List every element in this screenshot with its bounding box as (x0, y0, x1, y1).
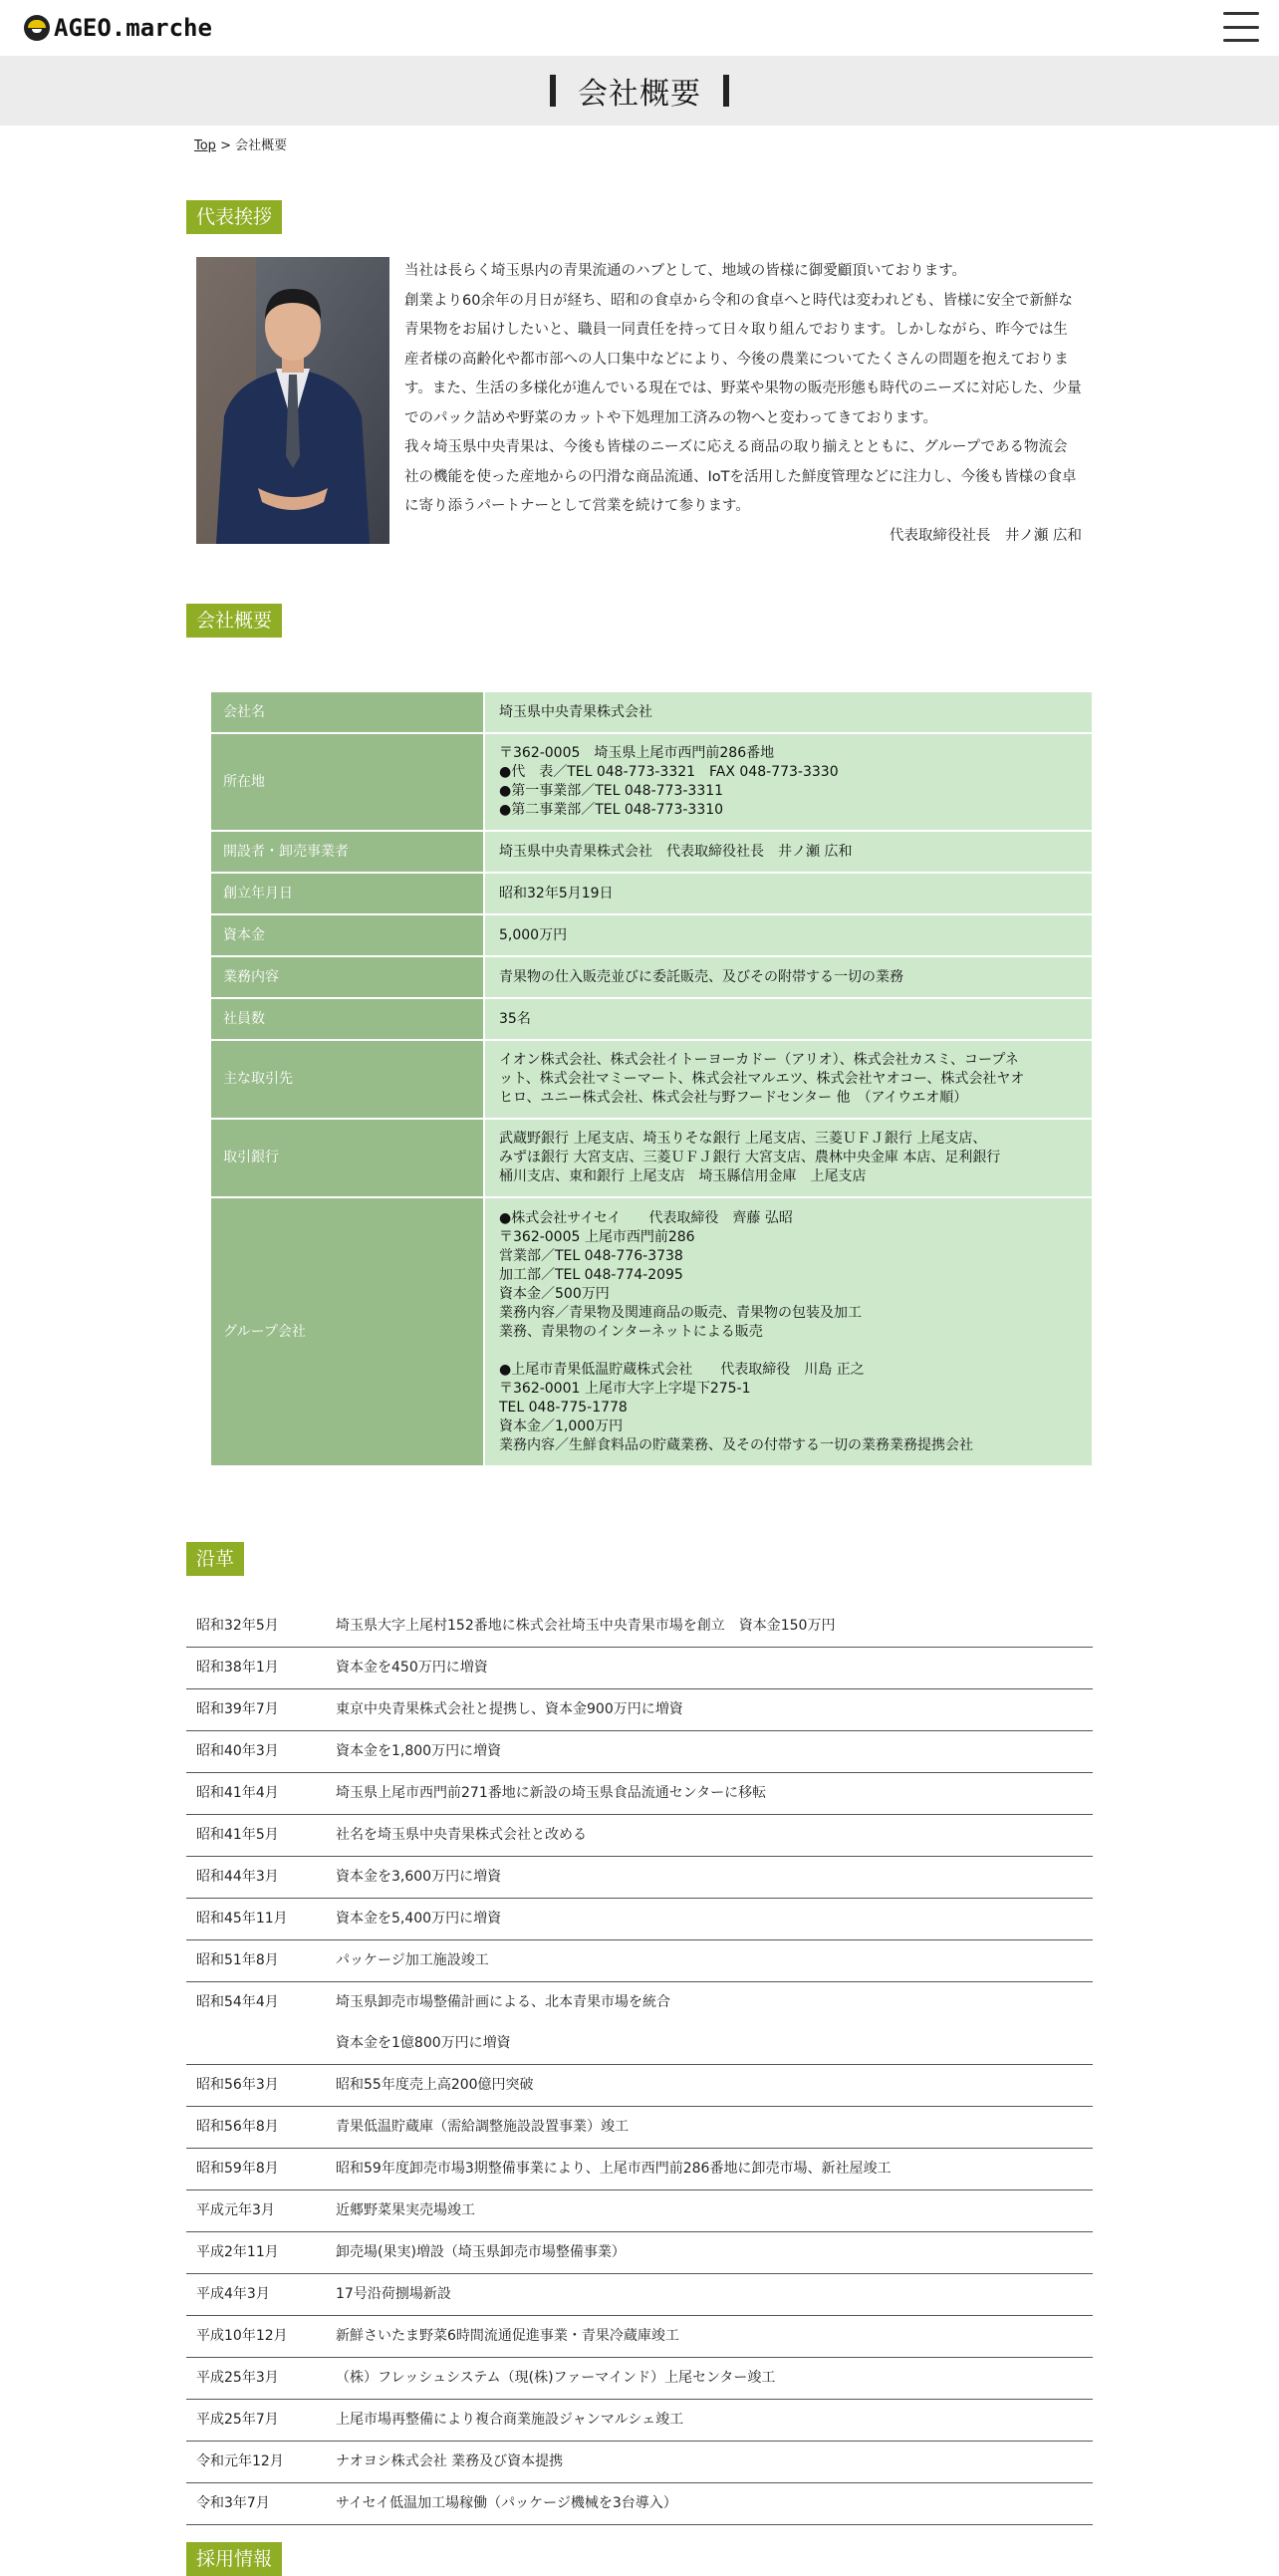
logo-face-icon (24, 15, 50, 41)
history-era: 令和元年12月 (196, 2453, 284, 2469)
history-events (336, 2274, 1093, 2315)
company-value-line: 昭和32年5月19日 (499, 885, 614, 902)
history-event: 埼玉県大字上尾村152番地に株式会社埼玉中央青果市場を創立 資本金150万円 (336, 1618, 836, 1634)
history-events (336, 1899, 1093, 1939)
company-row-value (485, 734, 1092, 832)
company-row-label: 開設者・卸売事業者 (211, 832, 485, 874)
history-era: 昭和54年4月 (196, 1994, 279, 2010)
history-event: （株）フレッシュシステム（現(株)ファーマインド）上尾センター竣工 (336, 2370, 776, 2386)
history-event: 資本金を5,400万円に増資 (336, 1911, 502, 1927)
history-row (186, 2232, 1093, 2274)
title-bar-left (550, 75, 556, 107)
history-row (186, 1899, 1093, 1940)
history-events (336, 1940, 1093, 1981)
history-event: 資本金を450万円に増資 (336, 1660, 488, 1675)
history-event: 昭和59年度卸売市場3期整備事業により、上尾市西門前286番地に卸売市場、新社屋竣工 (336, 2161, 892, 2177)
history-era: 昭和51年8月 (196, 1952, 279, 1968)
history-era: 平成25年7月 (196, 2412, 279, 2428)
history-events (336, 2358, 1093, 2399)
menu-line (1223, 12, 1259, 15)
company-value-line: 〒362-0005 埼玉県上尾市西門前286番地 (499, 745, 775, 761)
history-events (336, 2400, 1093, 2441)
company-row-label: 取引銀行 (211, 1120, 485, 1198)
company-row-value (485, 957, 1092, 999)
history-row (186, 2358, 1093, 2400)
company-value-line: ●第一事業部／TEL 048-773-3311 (499, 783, 724, 799)
company-row (211, 915, 1092, 957)
history-event: 社名を埼玉県中央青果株式会社と改める (336, 1827, 587, 1843)
history-era: 昭和45年11月 (196, 1911, 288, 1927)
history-event: 資本金を1億800万円に増資 (336, 2035, 511, 2051)
company-row-value (485, 874, 1092, 915)
company-row (211, 957, 1092, 999)
company-row-label: 会社名 (211, 692, 485, 734)
history-event: 卸売場(果実)増設（埼玉県卸売市場整備事業） (336, 2244, 626, 2260)
history-event: 青果低温貯蔵庫（需給調整施設設置事業）竣工 (336, 2119, 629, 2135)
company-value-line: イオン株式会社、株式会社イトーヨーカドー（アリオ）、株式会社カスミ、コープネ (499, 1052, 1019, 1068)
company-row-label: 所在地 (211, 734, 485, 832)
history-events (336, 2107, 1093, 2148)
history-events (336, 1648, 1093, 1688)
history-era: 昭和44年3月 (196, 1869, 279, 1885)
company-value-line: 業務内容／青果物及関連商品の販売、青果物の包装及加工 (499, 1304, 862, 1321)
president-photo (196, 257, 389, 544)
company-row-value (485, 692, 1092, 734)
history-era: 令和3年7月 (196, 2495, 270, 2511)
company-row-value (485, 915, 1092, 957)
history-era: 昭和41年5月 (196, 1827, 279, 1843)
history-era: 昭和40年3月 (196, 1743, 279, 1759)
company-row (211, 1198, 1092, 1467)
history-event: 新鮮さいたま野菜6時間流通促進事業・青果冷蔵庫竣工 (336, 2328, 679, 2344)
history-row (186, 2483, 1093, 2525)
breadcrumb-separator: > (215, 138, 236, 153)
breadcrumb-current: 会社概要 (235, 138, 288, 153)
company-row (211, 1120, 1092, 1198)
title-band (0, 56, 1279, 126)
history-event: 近郷野菜果実売場竣工 (336, 2202, 475, 2218)
company-row (211, 1041, 1092, 1120)
history-event: ナオヨシ株式会社 業務及び資本提携 (336, 2453, 564, 2469)
history-era: 昭和59年8月 (196, 2161, 279, 2177)
company-row-label: グループ会社 (211, 1198, 485, 1467)
president-portrait-image (196, 257, 389, 544)
history-row (186, 2065, 1093, 2107)
greeting-paragraph: 創業より60余年の月日が経ち、昭和の食卓から令和の食卓へと時代は変われども、皆様に安全で新鮮な青果物をお届けしたいと、職員一同責任を持って日々取り組んでおります。しかしながら、昨今では生産者様の高齢化や都市部への人口集中などにより、今後の農業についてたくさんの問題を抱えております。また、生活の多様化が進んでいる現在では、野菜や果物の販売形態も時代のニーズに対応した、少量でのパック詰めや野菜のカットや下処理加工済みの物へと変わってきております。 (404, 292, 1082, 426)
history-row (186, 1815, 1093, 1857)
recruit-heading: 採用情報 (186, 2542, 282, 2576)
history-event: サイセイ低温加工場稼働（パッケージ機械を3台導入） (336, 2495, 677, 2511)
history-events (336, 1731, 1093, 1772)
company-value-line: 青果物の仕入販売並びに委託販売、及びその附帯する一切の業務 (499, 968, 903, 985)
history-row (186, 2442, 1093, 2483)
company-row-label: 社員数 (211, 999, 485, 1041)
company-row-label: 資本金 (211, 915, 485, 957)
company-value-line: 業務、青果物のインターネットによる販売 (499, 1323, 763, 1340)
company-row-label: 主な取引先 (211, 1041, 485, 1120)
company-value-line: 〒362-0005 上尾市西門前286 (499, 1228, 695, 1245)
company-row-label: 業務内容 (211, 957, 485, 999)
company-value-line: 資本金／500万円 (499, 1285, 610, 1302)
history-row (186, 1648, 1093, 1689)
history-row (186, 2316, 1093, 2358)
history-events (336, 1773, 1093, 1814)
history-events (336, 2232, 1093, 2273)
company-row-value (485, 999, 1092, 1041)
history-row (186, 1773, 1093, 1815)
company-value-line: 加工部／TEL 048-774-2095 (499, 1266, 683, 1283)
company-row-value (485, 1120, 1092, 1198)
history-era: 昭和32年5月 (196, 1618, 279, 1634)
company-row (211, 692, 1092, 734)
hamburger-menu-icon[interactable] (1223, 12, 1259, 42)
history-events (336, 2442, 1093, 2482)
history-era: 平成25年3月 (196, 2370, 279, 2386)
company-value-line: ●第二事業部／TEL 048-773-3310 (499, 802, 724, 818)
company-value-line: 5,000万円 (499, 926, 568, 943)
greeting-paragraph: 当社は長らく埼玉県内の青果流通のハブとして、地域の皆様に御愛顧頂いております。 (404, 263, 967, 279)
company-row-label: 創立年月日 (211, 874, 485, 915)
history-row (186, 1689, 1093, 1731)
history-events (336, 2190, 1093, 2231)
company-row-value (485, 832, 1092, 874)
company-row (211, 999, 1092, 1041)
company-value-line: ●株式会社サイセイ 代表取締役 齊藤 弘昭 (499, 1209, 793, 1226)
history-era: 昭和38年1月 (196, 1660, 279, 1675)
history-row (186, 1982, 1093, 2065)
company-heading: 会社概要 (186, 604, 282, 638)
menu-line (1223, 26, 1259, 29)
history-row (186, 2274, 1093, 2316)
company-row (211, 874, 1092, 915)
history-events (336, 2065, 1093, 2106)
history-event: 昭和55年度売上高200億円突破 (336, 2077, 534, 2093)
company-value-line (499, 1342, 1078, 1361)
site-header (0, 0, 1279, 56)
title-bar-right (723, 75, 729, 107)
company-value-line: 桶川支店、東和銀行 上尾支店 埼玉縣信用金庫 上尾支店 (499, 1168, 867, 1184)
company-row-value (485, 1198, 1092, 1467)
history-era: 平成4年3月 (196, 2286, 270, 2302)
company-value-line: 資本金／1,000万円 (499, 1417, 624, 1434)
history-events (336, 1982, 1093, 2064)
history-event: 資本金を3,600万円に増資 (336, 1869, 502, 1885)
company-row (211, 734, 1092, 832)
history-event: 17号沿荷捌場新設 (336, 2286, 451, 2302)
history-event: パッケージ加工施設竣工 (336, 1952, 489, 1968)
history-event: 上尾市場再整備により複合商業施設ジャンマルシェ竣工 (336, 2412, 684, 2428)
history-events (336, 1815, 1093, 1856)
company-value-line: 埼玉県中央青果株式会社 (499, 703, 652, 720)
history-era: 昭和56年8月 (196, 2119, 279, 2135)
company-value-line: ●上尾市青果低温貯蔵株式会社 代表取締役 川島 正之 (499, 1361, 865, 1378)
company-value-line: 35名 (499, 1010, 531, 1027)
history-era: 昭和39年7月 (196, 1701, 279, 1717)
greeting-paragraph: 我々埼玉県中央青果は、今後も皆様のニーズに応える商品の取り揃えとともに、グループである物流会社の機能を使った産地からの円滑な商品流通、IoTを活用した鮮度管理などに注力し、今後も皆様の食卓に寄り添うパートナーとして営業を続けて参ります。 (404, 439, 1077, 514)
history-events (336, 2483, 1093, 2524)
history-events (336, 1689, 1093, 1730)
history-event: 埼玉県上尾市西門前271番地に新設の埼玉県食品流通センターに移転 (336, 1785, 767, 1801)
logo-text: AGEO.marche (54, 14, 212, 42)
history-event: 資本金を1,800万円に増資 (336, 1743, 502, 1759)
history-row (186, 2107, 1093, 2149)
company-row-value (485, 1041, 1092, 1120)
history-era: 平成元年3月 (196, 2202, 275, 2218)
history-row (186, 1940, 1093, 1982)
page-title: 会社概要 (578, 77, 701, 112)
company-value-line: 埼玉県中央青果株式会社 代表取締役社長 井ノ瀬 広和 (499, 843, 853, 860)
company-value-line: ヒロ、ユニー株式会社、株式会社与野フードセンター 他 （アイウエオ順） (499, 1090, 968, 1106)
history-era: 平成10年12月 (196, 2328, 288, 2344)
history-row (186, 1857, 1093, 1899)
company-info-table (211, 692, 1092, 1467)
menu-line (1223, 39, 1259, 42)
history-row (186, 2190, 1093, 2232)
company-row (211, 832, 1092, 874)
site-logo[interactable] (24, 12, 212, 44)
history-list (186, 1606, 1093, 2525)
history-events (336, 1606, 1093, 1647)
history-row (186, 2400, 1093, 2442)
company-value-line: ●代 表／TEL 048-773-3321 FAX 048-773-3330 (499, 764, 839, 780)
history-era: 昭和56年3月 (196, 2077, 279, 2093)
company-value-line: 営業部／TEL 048-776-3738 (499, 1247, 683, 1264)
history-events (336, 1857, 1093, 1898)
company-value-line: TEL 048-775-1778 (499, 1399, 628, 1416)
greeting-signature: 代表取締役社長 井ノ瀬 広和 (889, 527, 1082, 544)
breadcrumb-home-link[interactable]: Top (194, 138, 216, 153)
history-events (336, 2316, 1093, 2357)
company-value-line: 業務内容／生鮮食料品の貯蔵業務、及その付帯する一切の業務業務提携会社 (499, 1436, 973, 1453)
history-row (186, 1606, 1093, 1648)
greeting-text (404, 257, 1082, 551)
company-value-line: ット、株式会社マミーマート、株式会社マルエツ、株式会社ヤオコー、株式会社ヤオ (499, 1071, 1025, 1087)
history-row (186, 1731, 1093, 1773)
history-heading: 沿革 (186, 1542, 244, 1576)
breadcrumb (194, 134, 287, 153)
company-value-line: みずほ銀行 大宮支店、三菱ＵＦＪ銀行 大宮支店、農林中央金庫 本店、足利銀行 (499, 1150, 1001, 1165)
history-event: 埼玉県卸売市場整備計画による、北本青果市場を統合 (336, 1994, 670, 2010)
history-row (186, 2149, 1093, 2190)
greeting-heading: 代表挨拶 (186, 200, 282, 234)
history-event: 東京中央青果株式会社と提携し、資本金900万円に増資 (336, 1701, 683, 1717)
history-events (336, 2149, 1093, 2190)
history-era: 昭和41年4月 (196, 1785, 279, 1801)
company-value-line: 〒362-0001 上尾市大字上字堤下275-1 (499, 1380, 751, 1397)
company-value-line: 武蔵野銀行 上尾支店、埼玉りそな銀行 上尾支店、三菱ＵＦＪ銀行 上尾支店、 (499, 1131, 987, 1147)
history-era: 平成2年11月 (196, 2244, 279, 2260)
